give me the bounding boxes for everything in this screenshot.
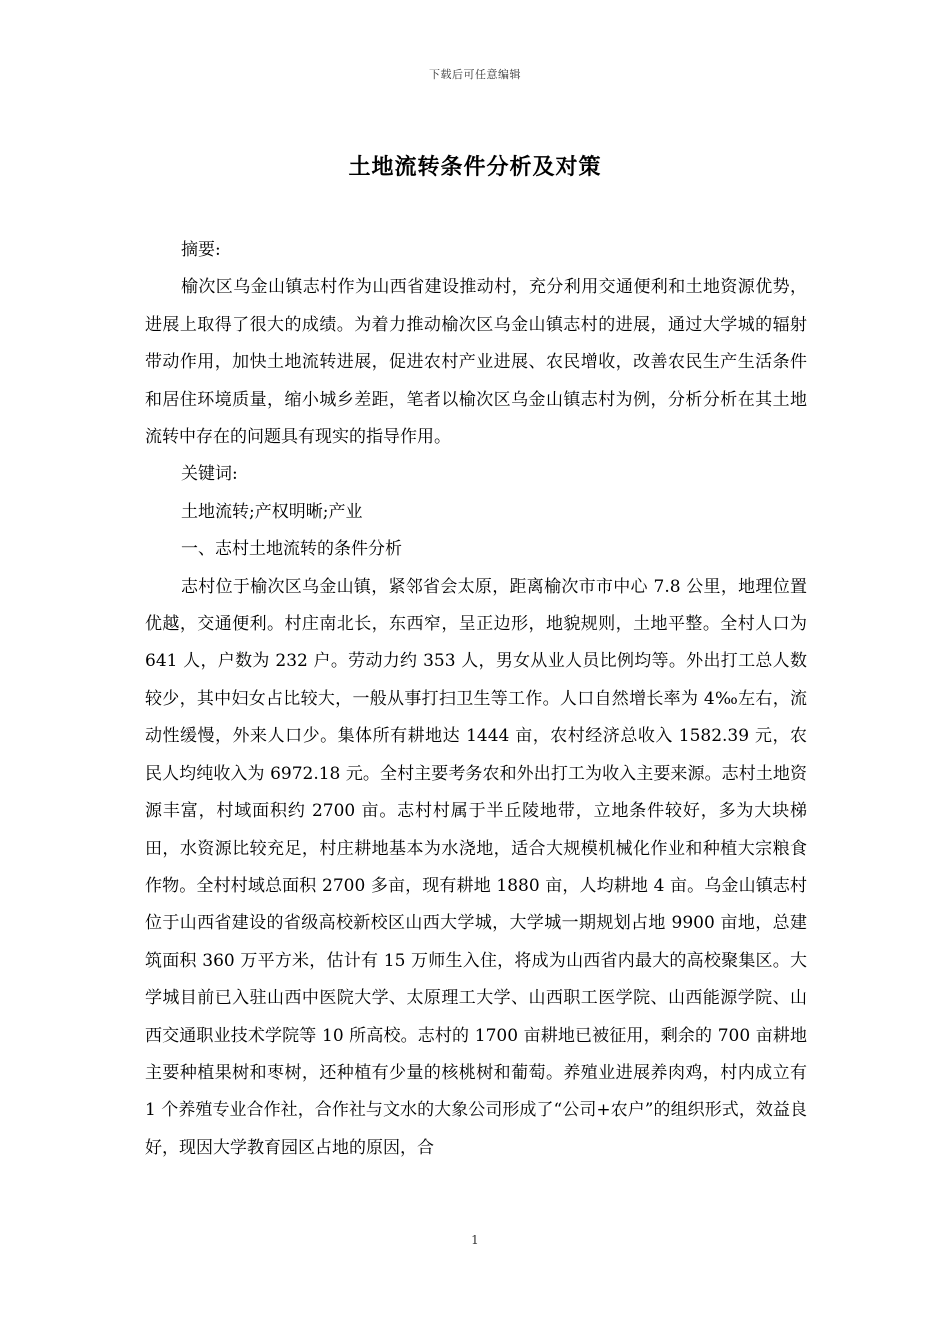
- abstract-label: 摘要:: [181, 240, 221, 260]
- header-note: 下载后可任意编辑: [429, 68, 521, 81]
- keywords-label: 关键词:: [181, 464, 238, 485]
- section-heading: 一、志村土地流转的条件分析: [181, 539, 402, 560]
- section-paragraph: 志村位于榆次区乌金山镇，紧邻省会太原，距离榆次市市中心 7.8 公里，地理位置优越，交通便利。村庄南北长，东西窄，呈正边形，地貌规则，土地平整。全村人口为 641 人，户数为 232 户。劳动力约 353 人，男女从业人员比例均等。外出打工总人数较少，其中妇女占比较大，一般从事打扫卫生等工作。人口自然增长率为 4‰左右，流动性缓慢，外来人口少。集体所有耕地达 1444 亩，农村经济总收入 1582.39 元，农民人均纯收入为 6972.18 元。全村主要考务农和外出打工为收入主要来源。志村土地资源丰富，村域面积约 2700 亩。志村村属于半丘陵地带，立地条件较好，多为大块梯田，水资源比较充足，村庄耕地基本为水浇地，适合大规模机械化作业和种植大宗粮食作物。全村村域总面积 2700 多亩，现有耕地 1880 亩，人均耕地 4 亩。乌金山镇志村位于山西省建设的省级高校新校区山西大学城，大学城一期规划占地 9900 亩地，总建筑面积 360 万平方米，估计有 15 万师生入住，将成为山西省内最大的高校聚集区。大学城目前已入驻山西中医院大学、太原理工大学、山西职工医学院、山西能源学院、山西交通职业技术学院等 10 所高校。志村的 1700 亩耕地已被征用，剩余的 700 亩耕地主要种植果树和枣树，还种植有少量的核桃树和葡萄。养殖业进展养肉鸡，村内成立有 1 个养殖专业合作社，合作社与文水的大象公司形成了“公司+农户”的组织形式，效益良好，现因大学教育园区占地的原因，合: [145, 576, 807, 1158]
- abstract-paragraph: 榆次区乌金山镇志村作为山西省建设推动村，充分利用交通便利和土地资源优势，进展上取得了很大的成绩。为着力推动榆次区乌金山镇志村的进展，通过大学城的辐射带动作用，加快土地流转进展，促进农村产业进展、农民增收，改善农民生产生活条件和居住环境质量，缩小城乡差距，笔者以榆次区乌金山镇志村为例，分析分析在其土地流转中存在的问题具有现实的指导作用。: [145, 277, 807, 448]
- keywords-text: 土地流转;产权明晰;产业: [181, 501, 363, 522]
- document-body: [145, 232, 807, 1167]
- document-title: 土地流转条件分析及对策: [348, 154, 602, 180]
- page-number: 1: [471, 1233, 479, 1247]
